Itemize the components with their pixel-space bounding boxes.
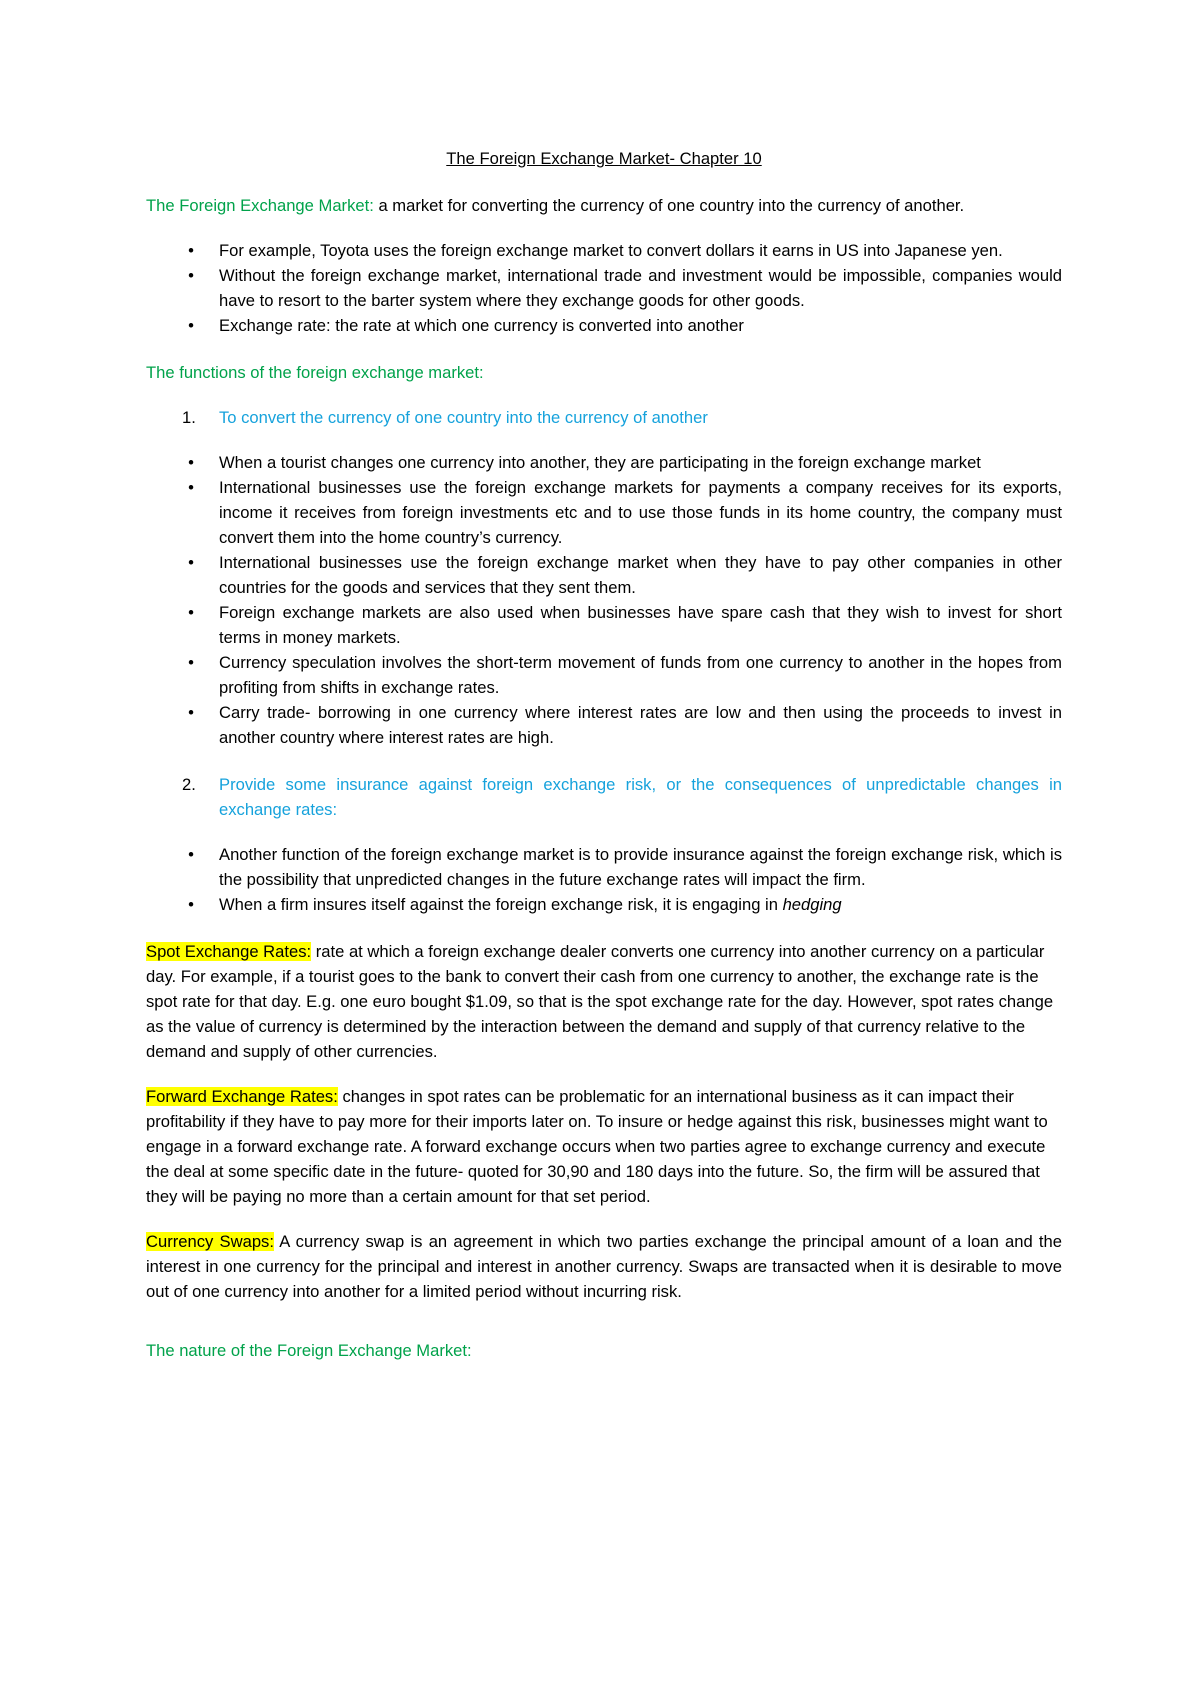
bullet-icon: • bbox=[188, 453, 194, 472]
spot-rates-paragraph: Spot Exchange Rates: rate at which a foreign exchange dealer converts one currency into another currency on a particular day. For example, if a tourist goes to the bank to convert their cash from one currency to another, the exchange rate is the spot rate for that day. E.g. one euro bought $1.09, so that is the spot exchange rate for the day. However, spot rates change as the value of currency is determined by the interaction between the demand and supply of that currency relative to the demand and supply of other currencies. bbox=[146, 942, 1054, 1061]
function-2-number: 2. bbox=[182, 775, 196, 794]
forward-rates-paragraph: Forward Exchange Rates: changes in spot rates can be problematic for an international business as it can impact their profitability if they have to pay more for their imports later on. To insure or hedge against this risk, businesses might want to engage in a forward exchange rate. A forward exchange occurs when two parties agree to exchange currency and execute the deal at some specific date in the future- quoted for 30,90 and 180 days into the future. So, the firm will be assured that they will be paying no more than a certain amount for that set period. bbox=[146, 1087, 1048, 1206]
function-1-bullet-list bbox=[146, 450, 1062, 750]
list-item: • International businesses use the foreign exchange markets for payments a company receives for its exports, income it receives from foreign investments etc and to use those funds in its home country, the company must convert them into the home country’s currency. bbox=[146, 475, 1062, 550]
intro-definition: a market for converting the currency of one country into the currency of another. bbox=[373, 196, 965, 215]
bullet-icon: • bbox=[188, 241, 194, 260]
function-2-heading: 2. Provide some insurance against foreign exchange risk, or the consequences of unpredictable changes in exchange rates: bbox=[146, 772, 1062, 822]
function-1-number: 1. bbox=[182, 408, 196, 427]
list-item: • Exchange rate: the rate at which one currency is converted into another bbox=[146, 313, 1062, 338]
list-item: • Without the foreign exchange market, international trade and investment would be impossible, companies would have to resort to the barter system where they exchange goods for other goods. bbox=[146, 263, 1062, 313]
list-item: • Carry trade- borrowing in one currency where interest rates are low and then using the proceeds to invest in another country where interest rates are high. bbox=[146, 700, 1062, 750]
hedging-emphasis: hedging bbox=[782, 895, 842, 914]
forward-rates-term: Forward Exchange Rates: bbox=[146, 1087, 338, 1106]
bullet-icon: • bbox=[188, 316, 194, 335]
document-title: The Foreign Exchange Market- Chapter 10 bbox=[446, 149, 762, 168]
currency-swaps-term: Currency Swaps: bbox=[146, 1232, 274, 1251]
bullet-icon: • bbox=[188, 478, 194, 497]
bullet-icon: • bbox=[188, 895, 194, 914]
list-item: • When a tourist changes one currency into another, they are participating in the foreign exchange market bbox=[146, 450, 1062, 475]
intro-paragraph bbox=[146, 193, 1062, 218]
bullet-icon: • bbox=[188, 845, 194, 864]
function-1-heading: 1. To convert the currency of one country into the currency of another bbox=[146, 405, 1062, 430]
spot-rates-term: Spot Exchange Rates: bbox=[146, 942, 312, 961]
bullet-icon: • bbox=[188, 653, 194, 672]
bullet-icon: • bbox=[188, 703, 194, 722]
list-item: • Foreign exchange markets are also used when businesses have spare cash that they wish to invest for short terms in money markets. bbox=[146, 600, 1062, 650]
bullet-icon: • bbox=[188, 266, 194, 285]
functions-heading: The functions of the foreign exchange market: bbox=[146, 363, 484, 382]
list-item: • Another function of the foreign exchange market is to provide insurance against the foreign exchange risk, which is the possibility that unpredicted changes in the future exchange rates will impact the firm. bbox=[146, 842, 1062, 892]
nature-heading: The nature of the Foreign Exchange Market: bbox=[146, 1341, 472, 1360]
list-item: • International businesses use the foreign exchange market when they have to pay other companies in other countries for the goods and services that they sent them. bbox=[146, 550, 1062, 600]
currency-swaps-paragraph: Currency Swaps: A currency swap is an agreement in which two parties exchange the principal amount of a loan and the interest in one currency for the principal and interest in another currency. Swaps are transacted when it is desirable to move out of one currency into another for a limited period without incurring risk. bbox=[146, 1232, 1063, 1301]
function-2-bullet-list bbox=[146, 842, 1062, 917]
list-item: • When a firm insures itself against the foreign exchange risk, it is engaging in hedging bbox=[146, 892, 1062, 917]
list-item: • For example, Toyota uses the foreign exchange market to convert dollars it earns in US into Japanese yen. bbox=[146, 238, 1062, 263]
intro-bullet-list bbox=[146, 238, 1062, 338]
list-item: • Currency speculation involves the short-term movement of funds from one currency to another in the hopes from profiting from shifts in exchange rates. bbox=[146, 650, 1062, 700]
bullet-icon: • bbox=[188, 553, 194, 572]
intro-term: The Foreign Exchange Market: bbox=[146, 196, 374, 215]
bullet-icon: • bbox=[188, 603, 194, 622]
